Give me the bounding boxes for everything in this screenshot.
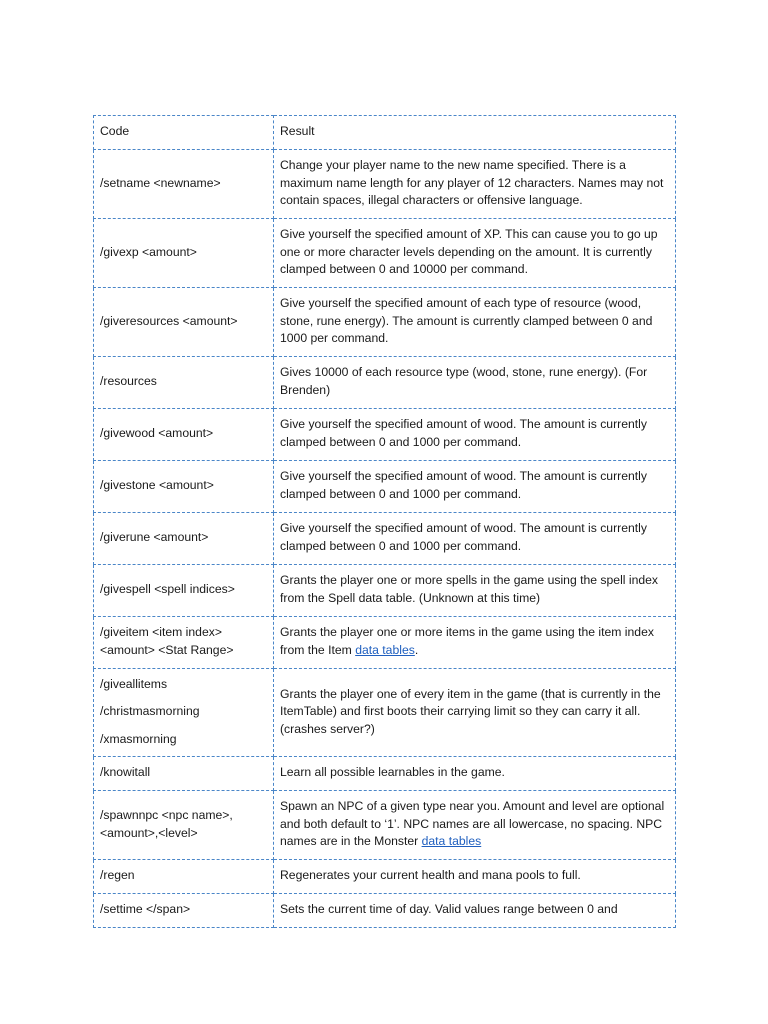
command-code: /givexp <amount> — [94, 219, 274, 288]
command-result: Grants the player one or more spells in the game using the spell index from the Spell data table. (Unknown at this time) — [274, 565, 676, 617]
table-row — [94, 860, 676, 894]
result-text-end: . — [414, 643, 419, 657]
header-result: Result — [274, 116, 676, 150]
command-result: Regenerates your current health and mana pools to full. — [274, 860, 676, 894]
command-code: /givespell <spell indices> — [94, 565, 274, 617]
command-result: Give yourself the specified amount of wood. The amount is currently clamped between 0 and 1000 per command. — [274, 461, 676, 513]
command-code: /giveresources <amount> — [94, 288, 274, 357]
table-row — [94, 219, 676, 288]
command-result: Give yourself the specified amount of each type of resource (wood, stone, rune energy). The amount is currently clamped between 0 and 1000 per command. — [274, 288, 676, 357]
command-table — [93, 115, 676, 928]
table-row — [94, 150, 676, 219]
command-result: Sets the current time of day. Valid values range between 0 and — [274, 894, 676, 928]
command-result — [274, 791, 676, 860]
table-row — [94, 357, 676, 409]
table-row — [94, 461, 676, 513]
command-code: /setname <newname> — [94, 150, 274, 219]
data-tables-link[interactable]: data tables — [355, 643, 415, 657]
command-code: /regen — [94, 860, 274, 894]
table-row — [94, 894, 676, 928]
result-text: Spawn an NPC of a given type near you. Amount and level are optional and both default to ‘1’. NPC names are all lowercase, no spacing. NPC names are in the Monster — [280, 799, 665, 849]
table-row — [94, 669, 676, 757]
table-row — [94, 565, 676, 617]
command-code: /giveitem <item index> <amount> <Stat Range> — [94, 617, 274, 669]
command-code: /spawnnpc <npc name>,<amount>,<level> — [94, 791, 274, 860]
table-row — [94, 791, 676, 860]
command-result: Give yourself the specified amount of wood. The amount is currently clamped between 0 and 1000 per command. — [274, 409, 676, 461]
command-code: /givestone <amount> — [94, 461, 274, 513]
command-result: Learn all possible learnables in the game. — [274, 757, 676, 791]
command-code: /givewood <amount> — [94, 409, 274, 461]
command-result: Change your player name to the new name specified. There is a maximum name length for any player of 12 characters. Names may not contain spaces, illegal characters or offensive language. — [274, 150, 676, 219]
data-tables-link[interactable]: data tables — [421, 834, 482, 849]
table-row — [94, 409, 676, 461]
command-code: /giveallitems /christmasmorning /xmasmorning — [94, 669, 274, 757]
table-row — [94, 513, 676, 565]
table-header-row — [94, 116, 676, 150]
command-result: Give yourself the specified amount of wood. The amount is currently clamped between 0 and 1000 per command. — [274, 513, 676, 565]
command-result: Gives 10000 of each resource type (wood, stone, rune energy). (For Brenden) — [274, 357, 676, 409]
table-row — [94, 617, 676, 669]
result-text: Grants the player one or more items in the game using the item index from the Item — [280, 625, 654, 657]
command-result: Give yourself the specified amount of XP. This can cause you to go up one or more character levels depending on the amount. It is currently clamped between 0 and 10000 per command. — [274, 219, 676, 288]
command-result — [274, 617, 676, 669]
command-code: /giverune <amount> — [94, 513, 274, 565]
command-code: /settime </span> — [94, 894, 274, 928]
header-code: Code — [94, 116, 274, 150]
command-result: Grants the player one of every item in the game (that is currently in the ItemTable) and first boots their carrying limit so they can carry it all. (crashes server?) — [274, 669, 676, 757]
table-row — [94, 288, 676, 357]
table-row — [94, 757, 676, 791]
command-code: /knowitall — [94, 757, 274, 791]
command-code: /resources — [94, 357, 274, 409]
